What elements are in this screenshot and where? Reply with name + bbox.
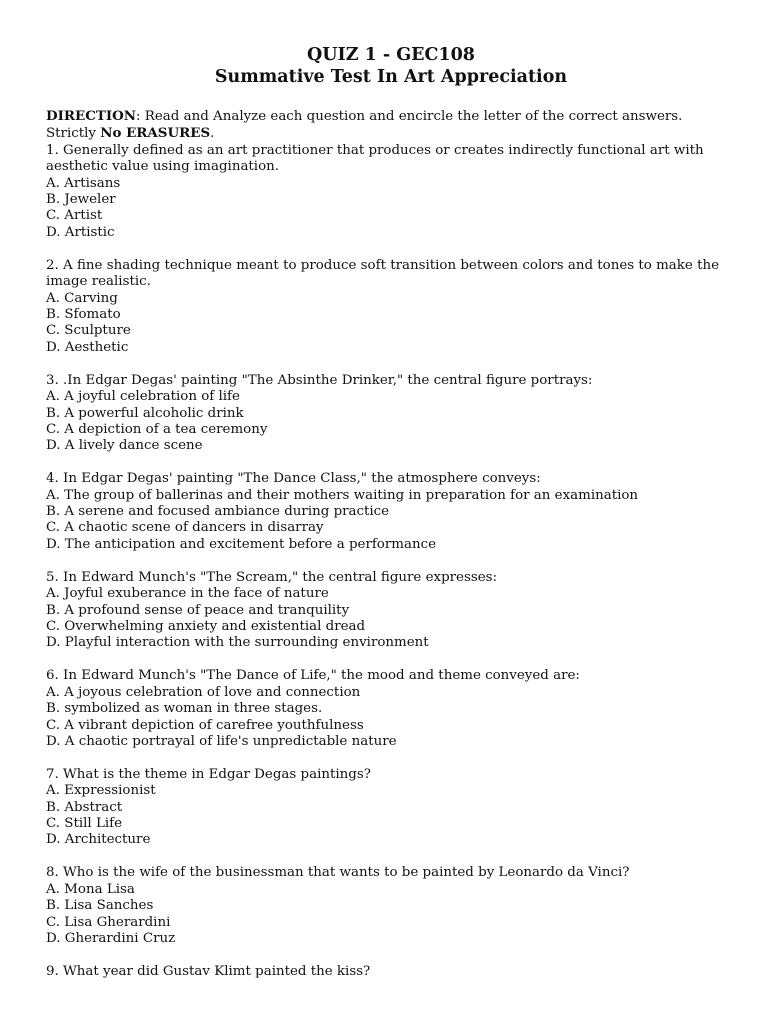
- question-1: [46, 143, 736, 241]
- answer-option[interactable]: B. Sfomato: [46, 306, 121, 322]
- direction-label: DIRECTION: [46, 108, 137, 124]
- direction-prefix: Strictly: [46, 126, 101, 142]
- question-7: [46, 767, 736, 849]
- answer-option[interactable]: B. A serene and focused ambiance during practice: [46, 504, 390, 520]
- answer-option[interactable]: A. The group of ballerinas and their mothers waiting in preparation for an examination: [46, 487, 639, 503]
- answer-option[interactable]: A. Carving: [46, 290, 118, 306]
- question-text: 5. In Edward Munch's "The Scream," the central figure expresses:: [46, 569, 498, 585]
- question-text: 3. .In Edgar Degas' painting "The Absinthe Drinker," the central figure portrays:: [46, 372, 593, 388]
- answer-option[interactable]: B. symbolized as woman in three stages.: [46, 701, 323, 717]
- answer-option[interactable]: D. Gherardini Cruz: [46, 930, 176, 946]
- answer-option[interactable]: C. Still Life: [46, 816, 122, 832]
- answer-option[interactable]: A. A joyful celebration of life: [46, 389, 240, 405]
- answer-option[interactable]: B. A powerful alcoholic drink: [46, 405, 244, 421]
- quiz-page: [46, 44, 736, 980]
- question-5: [46, 570, 736, 652]
- answer-option[interactable]: C. A vibrant depiction of carefree youthfulness: [46, 717, 364, 733]
- answer-option[interactable]: B. A profound sense of peace and tranquility: [46, 602, 350, 618]
- direction-line-2: [46, 125, 736, 142]
- question-2: [46, 258, 736, 356]
- answer-option[interactable]: D. Aesthetic: [46, 339, 129, 355]
- direction-suffix: .: [210, 126, 215, 142]
- question-6: [46, 668, 736, 750]
- answer-option[interactable]: D. Playful interaction with the surrounding environment: [46, 635, 429, 651]
- answer-option[interactable]: C. Lisa Gherardini: [46, 914, 171, 930]
- question-3: [46, 373, 736, 455]
- answer-option[interactable]: D. Artistic: [46, 224, 115, 240]
- question-text: 2. A fine shading technique meant to produce soft transition between colors and tones to make the image realistic.: [46, 257, 720, 290]
- answer-option[interactable]: A. Expressionist: [46, 783, 156, 799]
- answer-option[interactable]: D. The anticipation and excitement before a performance: [46, 536, 436, 552]
- direction-line: [46, 108, 736, 125]
- question-9: [46, 964, 736, 980]
- question-4: [46, 471, 736, 553]
- answer-option[interactable]: B. Lisa Sanches: [46, 898, 154, 914]
- direction-text: : Read and Analyze each question and encircle the letter of the correct answers.: [136, 109, 683, 124]
- question-text: 1. Generally defined as an art practitioner that produces or creates indirectly functional art with aesthetic value using imagination.: [46, 142, 704, 175]
- page-title: QUIZ 1 - GEC108: [307, 45, 475, 65]
- answer-option[interactable]: A. Artisans: [46, 175, 121, 191]
- question-list: [46, 143, 736, 980]
- answer-option[interactable]: D. A chaotic portrayal of life's unpredictable nature: [46, 733, 397, 749]
- answer-option[interactable]: A. A joyous celebration of love and connection: [46, 684, 361, 700]
- answer-option[interactable]: C. A depiction of a tea ceremony: [46, 421, 268, 437]
- question-text: 7. What is the theme in Edgar Degas paintings?: [46, 766, 371, 782]
- answer-option[interactable]: D. Architecture: [46, 832, 151, 848]
- question-text: 4. In Edgar Degas' painting "The Dance Class," the atmosphere conveys:: [46, 471, 541, 487]
- answer-option[interactable]: C. Overwhelming anxiety and existential dread: [46, 618, 366, 634]
- question-text: 6. In Edward Munch's "The Dance of Life," the mood and theme conveyed are:: [46, 668, 580, 684]
- question-text: 9. What year did Gustav Klimt painted the kiss?: [46, 963, 371, 979]
- answer-option[interactable]: A. Mona Lisa: [46, 881, 135, 897]
- answer-option[interactable]: D. A lively dance scene: [46, 438, 203, 454]
- no-erasures-text: No ERASURES: [100, 125, 211, 142]
- question-8: [46, 865, 736, 947]
- answer-option[interactable]: C. Sculpture: [46, 323, 131, 339]
- answer-option[interactable]: C. A chaotic scene of dancers in disarray: [46, 520, 324, 536]
- answer-option[interactable]: B. Jeweler: [46, 192, 116, 208]
- answer-option[interactable]: B. Abstract: [46, 799, 123, 815]
- answer-option[interactable]: A. Joyful exuberance in the face of nature: [46, 586, 329, 602]
- page-subtitle: Summative Test In Art Appreciation: [214, 67, 568, 87]
- question-text: 8. Who is the wife of the businessman that wants to be painted by Leonardo da Vinci?: [46, 865, 630, 881]
- direction-block: [46, 108, 736, 143]
- answer-option[interactable]: C. Artist: [46, 208, 103, 224]
